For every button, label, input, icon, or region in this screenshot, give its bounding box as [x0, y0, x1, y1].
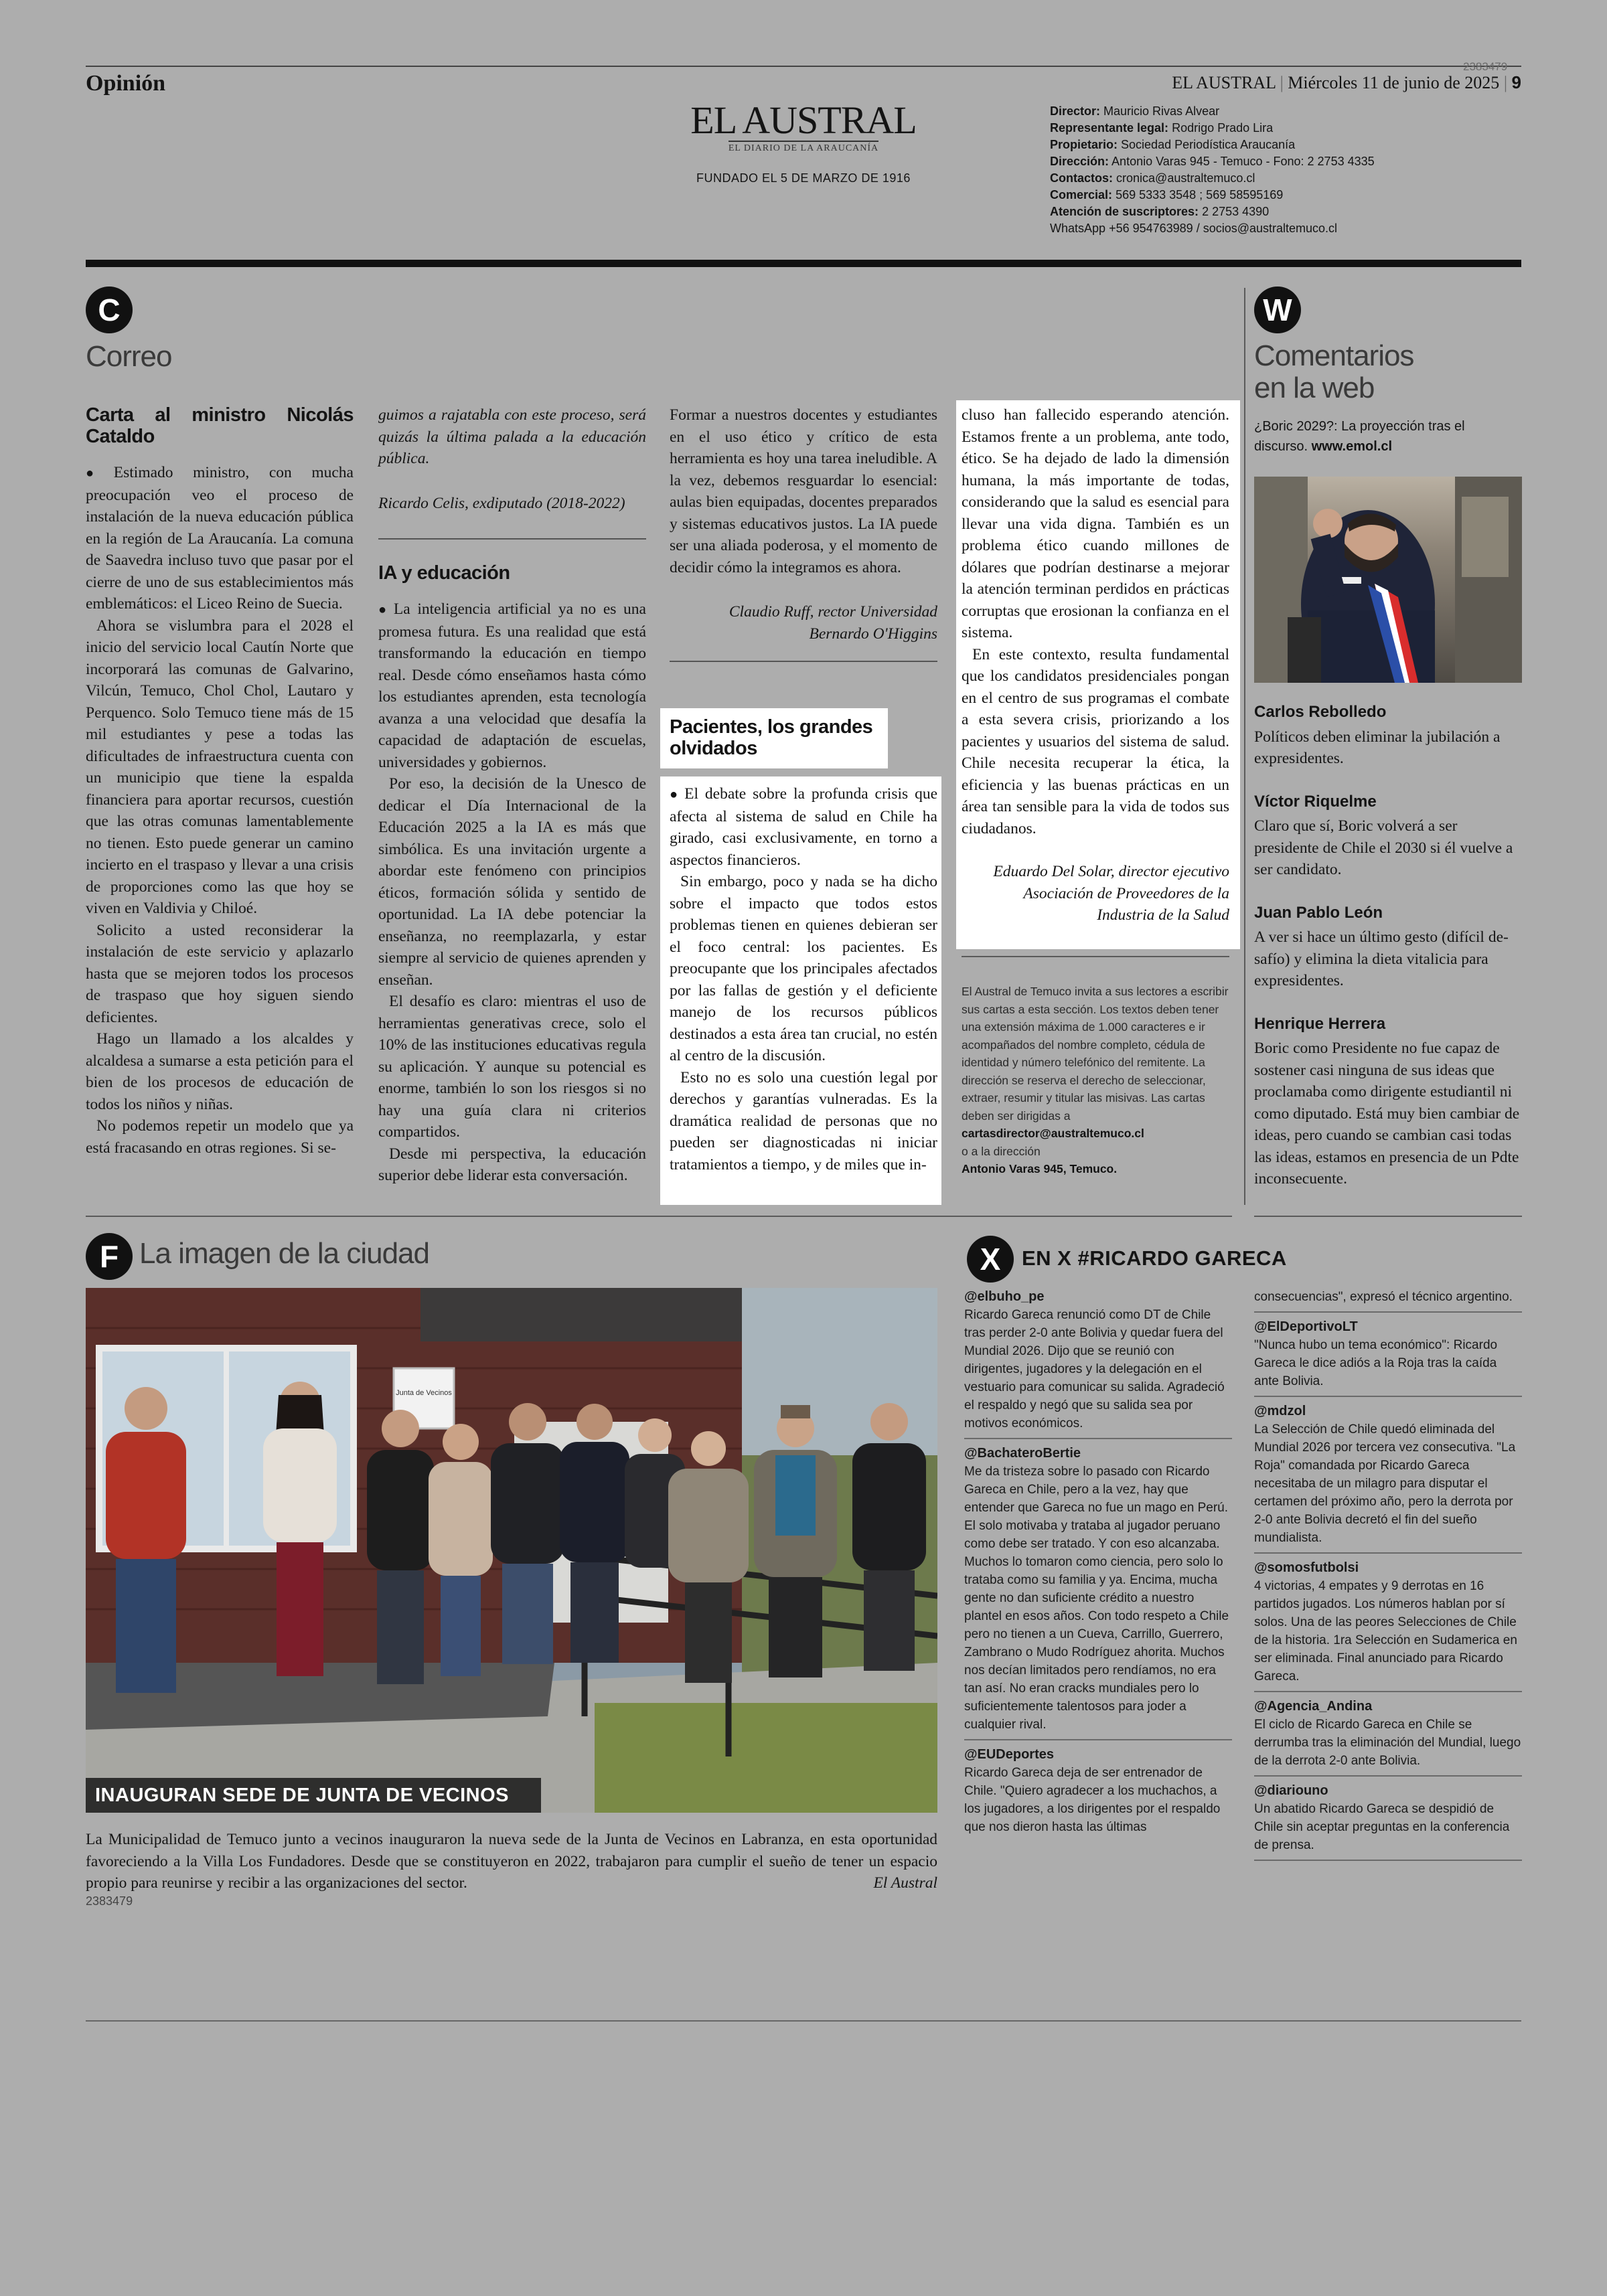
comment-text: Políticos deben eliminar la jubilación a expresidentes.	[1254, 728, 1501, 767]
letter1-paragraph: Ahora se vislumbra para el 2028 el inicio del servicio local Cautín Norte que incorporará las comunas de Galvarino, Vilcún, Temuco, Chol Chol, Lautaro y Perquenco. Solo Temuco tiene más de 15 mil estudiantes y pese a todas las dificultades de infraestructura cuenta con un municipio que tiene la espalda financiera para aportar recursos, cuestión que las otras comunas lamentablemente no tienen. Esto puede generar un camino incierto en el traspaso y llevar a una crisis de proporciones como las que hoy se viven en Valdivia y Chiloé.	[86, 617, 354, 917]
letter3-paragraph: Esto no es solo una cuestión legal por derechos y garantías vulneradas. Es la dramática realidad de personas que no pueden ser diagnosticadas ni iniciar tratamientos a tiempo, y de miles que in-	[670, 1068, 937, 1173]
letters-notice	[962, 983, 1229, 1178]
city-photo	[86, 1288, 937, 1813]
letter1-paragraph: Solicito a usted reconsiderar la instalación de este servicio y aplazarlo hasta que se mejoren todos los procesos de traspaso que hoy siguen siendo deficientes.	[86, 921, 354, 1026]
x-post-text: Ricardo Gareca deja de ser entrenador de Chile. "Quiero agradecer a los muchachos, a los jugadores, a los dirigentes por el respaldo que nos dieron hasta las últimas	[964, 1766, 1221, 1834]
section-label: Opinión	[86, 71, 166, 96]
letter1-signature: Ricardo Celis, exdiputado (2018-2022)	[378, 494, 625, 512]
comment-text: A ver si hace un último gesto (difícil de-safío) y elimina la dieta vitalicia para expresidentes.	[1254, 928, 1509, 989]
page-id-bottom: 2383479	[86, 1894, 133, 1908]
letter3-paragraph: En este contexto, resulta fundamental que los candidatos presidenciales pongan en el centro de sus programas el combate a esta severa crisis, priorizando a los pacientes y usuarios del sistema de salud. Chile necesita recuperar la ética, la eficiencia y las buenas prácticas en un área tan sensible para la vida de todos sus ciudadanos.	[962, 645, 1229, 837]
letter1-paragraph: guimos a rajatabla con este proceso, será quizás la última palada a la educación pública.	[378, 406, 646, 467]
divider	[1254, 1775, 1522, 1777]
city-letter-icon: F	[86, 1233, 133, 1280]
divider	[964, 1438, 1232, 1439]
x-post-text: Un abatido Ricardo Gareca se despidió de Chile sin aceptar preguntas en la conferencia de prensa.	[1254, 1802, 1510, 1852]
letter1-column-1	[86, 404, 354, 1159]
section-separator	[1254, 1216, 1522, 1217]
letter2-paragraph: Por eso, la decisión de la Unesco de dedicar el Día Internacional de la Educación 2025 a la IA es más que simbólica. Es una invitación urgente a abordar este fenómeno con principios éticos, formación sólida y sentido de oportunidad. La IA debe potenciar la enseñanza, no reemplazarla, y estar siempre al servicio de quienes aprenden y enseñan.	[378, 775, 646, 989]
date-line: EL AUSTRAL | Miércoles 11 de junio de 2025 | 9	[1172, 72, 1521, 92]
letter-column-2	[378, 404, 646, 1187]
x-post-text: 4 victorias, 4 empates y 9 derrotas en 16 partidos jugados. Los números hablan por sí solos. Una de las peores Selecciones de Chile de la historia. 1ra Selección en Sudamerica en ser eliminada. Final anunciado para Ricardo Gareca.	[1254, 1579, 1517, 1684]
comment-author: Juan Pablo León	[1254, 903, 1383, 922]
x-letter-icon: X	[967, 1236, 1014, 1283]
divider	[378, 538, 646, 540]
comment-author: Henrique Herrera	[1254, 1014, 1386, 1033]
city-credit: El Austral	[873, 1874, 937, 1892]
city-caption-text: La Municipalidad de Temuco junto a vecinos inauguraron la nueva sede de la Junta de Vecinos en Labranza, en esta oportunidad favoreciendo a la Villa Los Fundadores. Desde que se constituyeron en 2022, trabajaron para cumplir el sueño de tener un espacio propio para reunirse y recibir a las organizaciones del sector.	[86, 1831, 937, 1892]
letter1-paragraph: No podemos repetir un modelo que ya está fracasando en otras regiones. Si se-	[86, 1117, 354, 1157]
comment-author: Carlos Rebolledo	[1254, 703, 1387, 721]
masthead	[676, 100, 931, 185]
photo-caption-banner: INAUGURAN SEDE DE JUNTA DE VECINOS	[95, 1785, 510, 1806]
correo-title: Correo	[86, 340, 172, 373]
letter-column-3	[670, 404, 937, 662]
notice-or: o a la dirección	[962, 1144, 1041, 1158]
letter2-paragraph: Formar a nuestros docentes y estudiantes en el uso ético y crítico de esta herramienta es hoy una tarea ineludible. A la vez, debemos resguardar lo esencial: aulas bien equipadas, docentes preparados y sistemas educativos justos. La IA puede ser una aliada poderosa, y el momento de decidir cómo la integramos es ahora.	[670, 406, 937, 576]
staff-line: Contactos: cronica@australtemuco.cl	[1050, 171, 1255, 185]
bottom-rule	[86, 2020, 1521, 2022]
staff-box	[1050, 103, 1375, 237]
x-post-text: El ciclo de Ricardo Gareca en Chile se derrumba tras la eliminación del Mundial, luego de la derrota 2-0 ante Bolivia.	[1254, 1718, 1521, 1768]
divider	[1254, 1552, 1522, 1554]
x-column-2	[1254, 1288, 1522, 1861]
boric-photo	[1254, 477, 1522, 683]
staff-line: WhatsApp +56 954763989 / socios@australtemuco.cl	[1050, 222, 1338, 235]
x-handle[interactable]: @mdzol	[1254, 1404, 1306, 1418]
letter2-paragraph: Desde mi perspectiva, la educación superior debe liderar esta conversación.	[378, 1145, 646, 1184]
notice-email: cartasdirector@australtemuco.cl	[962, 1127, 1144, 1140]
x-post-text: Ricardo Gareca renunció como DT de Chile tras perder 2-0 ante Bolivia y quedar fuera del Mundial 2026. Dijo que se reunió con dirigentes, jugadores y la delegación en el vestuario para comunicar su salida. Agradeció el respaldo y negó que su salida sea por motivos económicos.	[964, 1308, 1225, 1430]
letter2-paragraph: ● La inteligencia artificial ya no es una promesa futura. Es una realidad que está transformando la educación en tiempo real. Desde cómo enseñamos hasta cómo los estudiantes aprenden, esta tecnología avanza a una velocidad que desafía la capacidad de adaptación de escuelas, universidades y gobiernos.	[378, 598, 646, 773]
city-photo-illustration	[86, 1288, 937, 1813]
letter2-signature-1: Claudio Ruff, rector Universidad	[729, 603, 937, 621]
web-teaser	[1254, 416, 1522, 457]
plaque-text: Junta de Vecinos	[396, 1389, 452, 1397]
boric-photo-illustration	[1254, 477, 1522, 683]
column-divider	[1244, 288, 1245, 1205]
letter2-headline: IA y educación	[378, 562, 510, 584]
x-post-text: "Nunca hubo un tema económico": Ricardo Gareca le dice adiós a la Roja tras la caída ante Bolivia.	[1254, 1338, 1498, 1388]
comment-author: Víctor Riquelme	[1254, 792, 1377, 811]
x-handle[interactable]: @elbuho_pe	[964, 1289, 1045, 1304]
x-section-title: EN X #RICARDO GARECA	[1022, 1246, 1287, 1270]
x-handle[interactable]: @diariouno	[1254, 1783, 1328, 1798]
x-post-continuation: consecuencias", expresó el técnico argentino.	[1254, 1290, 1513, 1304]
staff-line: Dirección: Antonio Varas 945 - Temuco - Fono: 2 2753 4335	[1050, 155, 1375, 168]
notice-address: Antonio Varas 945, Temuco.	[962, 1162, 1118, 1175]
staff-line: Representante legal: Rodrigo Prado Lira	[1050, 121, 1274, 135]
letter3-signature-3: Industria de la Salud	[1097, 906, 1229, 924]
comment-text: Claro que sí, Boric volverá a ser presidente de Chile el 2030 si él vuelve a ser candidato.	[1254, 817, 1513, 878]
masthead-title: EL AUSTRAL	[690, 98, 917, 142]
letter2-signature-2: Bernardo O'Higgins	[809, 625, 937, 643]
letter3-signature-1: Eduardo Del Solar, director ejecutivo	[993, 863, 1229, 880]
divider	[1254, 1691, 1522, 1692]
teaser-url[interactable]: www.emol.cl	[1311, 439, 1392, 454]
letter2-paragraph: El desafío es claro: mientras el uso de herramientas generativas crece, solo el 10% de las instituciones educativas regula su aplicación. Y aunque su potencial es enorme, también lo son los riesgos si no hay una guía clara ni criterios compartidos.	[378, 993, 646, 1141]
web-letter-icon: W	[1254, 286, 1301, 333]
paper-name-small: EL AUSTRAL	[1172, 73, 1276, 92]
teaser-text: ¿Boric 2029?: La proyección tras el discurso.	[1254, 419, 1465, 454]
staff-line: Atención de suscriptores: 2 2753 4390	[1050, 205, 1270, 218]
x-handle[interactable]: @somosfutbolsi	[1254, 1560, 1359, 1575]
divider	[670, 661, 937, 662]
divider	[1254, 1396, 1522, 1397]
city-caption	[86, 1829, 937, 1894]
correo-letter-icon: C	[86, 286, 133, 333]
web-title: Comentarios en la web	[1254, 339, 1414, 404]
x-handle[interactable]: @Agencia_Andina	[1254, 1699, 1373, 1714]
divider	[1254, 1311, 1522, 1313]
staff-line: Director: Mauricio Rivas Alvear	[1050, 104, 1220, 118]
staff-line: Propietario: Sociedad Periodística Araucanía	[1050, 138, 1296, 151]
x-column-1	[964, 1288, 1232, 1836]
divider	[964, 1739, 1232, 1740]
letter3-signature-2: Asociación de Proveedores de la	[1023, 884, 1229, 902]
letter3-headline: Pacientes, los grandes olvidados	[670, 716, 873, 759]
city-title: La imagen de la ciudad	[139, 1237, 429, 1270]
x-post-text: La Selección de Chile quedó eliminada del Mundial 2026 por tercera vez consecutiva. "La Roja" comandada por Ricardo Gareca necesitaba de un milagro para disputar el certamen del próximo año, pero la derrota por 2-0 ante Bolivia decretó el fin del sueño mundialista.	[1254, 1422, 1516, 1545]
section-separator	[86, 1216, 1232, 1217]
notice-text: El Austral de Temuco invita a sus lectores a escribir sus cartas a esta sección. Los textos deben tener una extensión máxima de 1.000 caracteres e ir acompañados del nombre completo, cédula de identidad y número telefónico del remitente. La dirección se reserva el derecho de seleccionar, extraer, resumir y titular las misivas. Las cartas deben ser dirigidas a	[962, 985, 1229, 1123]
x-handle[interactable]: @EUDeportes	[964, 1747, 1054, 1762]
divider	[1254, 1860, 1522, 1861]
founded-line: FUNDADO EL 5 DE MARZO DE 1916	[696, 171, 911, 185]
page-number: 9	[1511, 72, 1521, 92]
header-thick-rule	[86, 260, 1521, 267]
letter3-paragraph: ● El debate sobre la profunda crisis que afecta al sistema de salud en Chile ha girado, casi exclusivamente, en torno a aspectos financieros.	[670, 783, 937, 871]
letter1-paragraph: ● Estimado ministro, con mucha preocupación veo el proceso de instalación de la nueva educación pública en la región de La Araucanía. La comuna de Saavedra incluso tuvo que pasar por el cierre de uno de sus establecimientos más emblemáticos: el Liceo Reino de Suecia.	[86, 462, 354, 615]
top-rule	[86, 66, 1521, 67]
page-id-top: 2383479	[1463, 60, 1508, 73]
letter3-column-a	[670, 783, 937, 1175]
x-post-text: Me da tristeza sobre lo pasado con Ricardo Gareca en Chile, pero a la vez, hay que entender que Gareca no fue un mago en Perú. El solo motivaba y trataba al jugador peruano como debe ser tratado. Y con eso alcanzaba. Muchos lo tomaron como ciencia, pero solo lo trataba como su familia y ya. Encima, mucha gente no dan suficiente crédito a nuestro plantel en esos años. Con todo respeto a Chile pero no tienen a un Cueva, Carrillo, Guerrero, Zambrano o Mudo Rodríguez ahorita. Muchos nos decían limitados pero rendíamos, no era tan así. No eran cracks mundiales pero lo suficientemente talentosos para joder a cualquier rival.	[964, 1465, 1229, 1732]
issue-date: Miércoles 11 de junio de 2025	[1288, 73, 1500, 92]
staff-line: Comercial: 569 5333 3548 ; 569 58595169	[1050, 188, 1284, 201]
web-comments	[1254, 685, 1522, 1190]
divider	[962, 956, 1229, 957]
masthead-subtitle: EL DIARIO DE LA ARAUCANÍA	[729, 141, 878, 154]
x-handle[interactable]: @ElDeportivoLT	[1254, 1319, 1358, 1334]
letter3-paragraph: cluso han fallecido esperando atención. Estamos frente a un problema, ante todo, ético. Se ha dejado de lado la dimensión humana, la más importante de todas, considerando que la salud es esencial para llevar una vida digna. También es un problema ético cuando millones de dólares que podrían destinarse a mejorar la atención terminan perdidos en prácticas corruptas que erosionan la confianza en el sistema.	[962, 406, 1229, 641]
letter1-paragraph: Hago un llamado a los alcaldes y alcaldesa a sumarse a esta petición para el bien de los procesos de educación de todos los niños y niñas.	[86, 1030, 354, 1113]
comment-text: Boric como Presidente no fue capaz de sostener casi ninguna de sus ideas que proclamaba como dirigente estudiantil ni como diputado. Está muy bien cambiar de ideas, pero cuando se cambian casi todas las ideas, estamos en presencia de un Pdte inconsecuente.	[1254, 1040, 1520, 1187]
letter1-headline: Carta al ministro Nicolás Cataldo	[86, 404, 354, 447]
letter3-paragraph: Sin embargo, poco y nada se ha dicho sobre el impacto que todos estos problemas tienen en quienes debieran ser el foco central: los pacientes. Es preocupante que los principales afectados por las fallas de gestión y el deficiente manejo de los recursos públicos destinados a esta área tan crucial, no estén al centro de la discusión.	[670, 873, 937, 1064]
letter3-column-b	[962, 404, 1229, 926]
x-handle[interactable]: @BachateroBertie	[964, 1446, 1081, 1461]
